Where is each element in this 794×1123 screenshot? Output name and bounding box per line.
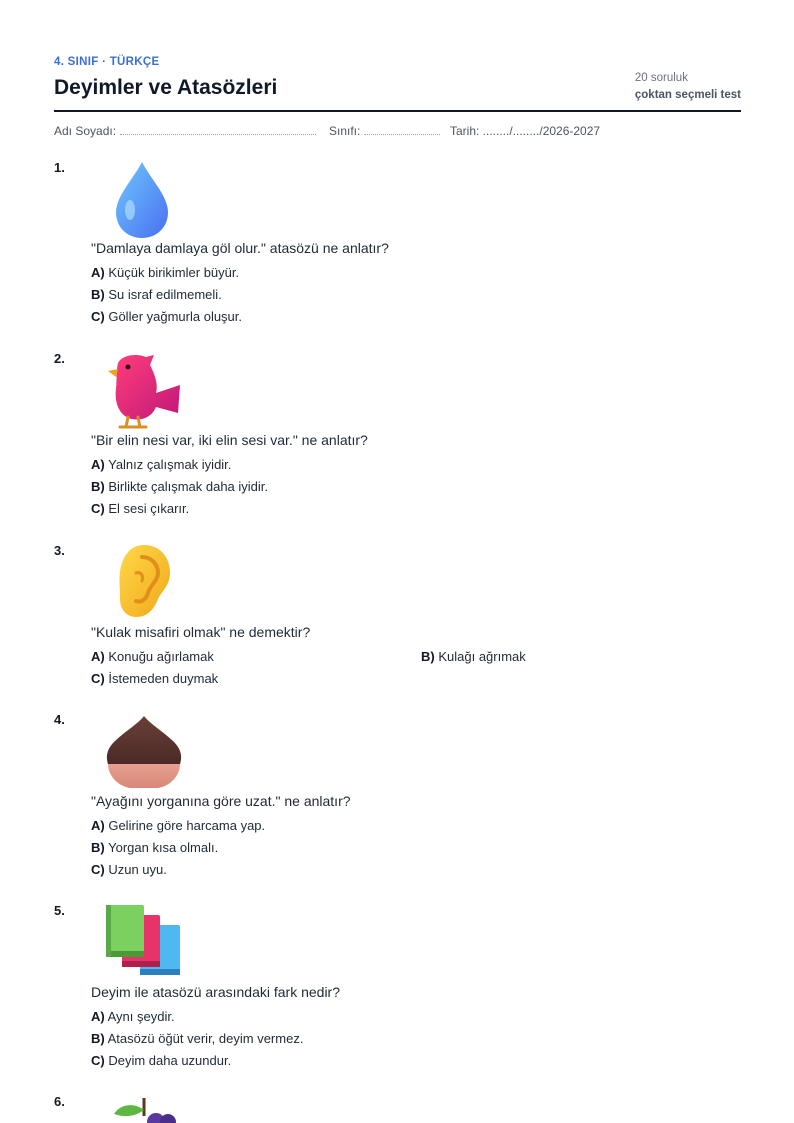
- option-c[interactable]: [91, 862, 167, 877]
- option-letter: A): [91, 649, 105, 664]
- option-letter: B): [91, 1031, 105, 1046]
- option-letter: A): [91, 818, 105, 833]
- question-number: 5.: [54, 903, 65, 918]
- question-number: 3.: [54, 543, 65, 558]
- date-field[interactable]: [450, 124, 600, 138]
- water-drop-icon: [104, 160, 184, 232]
- question-number: 6.: [54, 1094, 65, 1109]
- option-c[interactable]: [91, 309, 242, 324]
- option-a[interactable]: [91, 818, 265, 833]
- option-text: Yalnız çalışmak iyidir.: [108, 457, 232, 472]
- class-field[interactable]: [329, 124, 440, 138]
- option-letter: C): [91, 309, 105, 324]
- option-letter: B): [91, 479, 105, 494]
- option-letter: A): [91, 265, 105, 280]
- option-b[interactable]: [91, 479, 268, 494]
- option-text: Atasözü öğüt verir, deyim vermez.: [107, 1031, 304, 1046]
- date-label: Tarih: ......../......../2026-2027: [450, 124, 601, 138]
- option-letter: C): [91, 671, 105, 686]
- option-text: Küçük birikimler büyür.: [108, 265, 240, 280]
- option-text: Birlikte çalışmak daha iyidir.: [108, 479, 269, 494]
- option-text: Kulağı ağrımak: [438, 649, 526, 664]
- option-text: El sesi çıkarır.: [108, 501, 190, 516]
- option-letter: A): [91, 1009, 105, 1024]
- option-text: Yorgan kısa olmalı.: [108, 840, 219, 855]
- option-c[interactable]: [91, 671, 218, 686]
- option-b[interactable]: [91, 840, 218, 855]
- option-a[interactable]: [91, 457, 231, 472]
- page-title: Deyimler ve Atasözleri: [54, 76, 278, 99]
- header-divider: [54, 110, 741, 112]
- option-letter: A): [91, 457, 105, 472]
- option-text: İstemeden duymak: [108, 671, 219, 686]
- name-blank[interactable]: [120, 124, 316, 135]
- option-b[interactable]: [91, 287, 222, 302]
- option-text: Uzun uyu.: [108, 862, 167, 877]
- question-text: Deyim ile atasözü arasındaki fark nedir?: [91, 984, 341, 1000]
- question-text: "Kulak misafiri olmak" ne demektir?: [91, 624, 311, 640]
- chestnut-icon: [104, 712, 184, 784]
- class-blank[interactable]: [364, 124, 440, 135]
- question-number: 2.: [54, 351, 65, 366]
- option-a[interactable]: [91, 265, 239, 280]
- option-letter: C): [91, 501, 105, 516]
- option-text: Aynı şeydir.: [107, 1009, 175, 1024]
- option-letter: B): [91, 287, 105, 302]
- name-field[interactable]: [54, 124, 316, 138]
- option-letter: B): [421, 649, 435, 664]
- option-text: Gelirine göre harcama yap.: [108, 818, 266, 833]
- question-text: "Damlaya damlaya göl olur." atasözü ne anlatır?: [91, 240, 389, 256]
- ear-icon: [114, 543, 194, 615]
- option-c[interactable]: [91, 1053, 231, 1068]
- option-text: Konuğu ağırlamak: [108, 649, 214, 664]
- option-b[interactable]: [91, 1031, 303, 1046]
- option-letter: C): [91, 862, 105, 877]
- question-number: 1.: [54, 160, 65, 175]
- test-meta: [635, 72, 741, 101]
- books-icon: [104, 903, 184, 975]
- option-text: Deyim daha uzundur.: [108, 1053, 232, 1068]
- grapes-icon: [104, 1094, 184, 1123]
- grade-subject-label: 4. SINIF · TÜRKÇE: [54, 56, 160, 68]
- question-text: "Bir elin nesi var, iki elin sesi var." ne anlatır?: [91, 432, 368, 448]
- option-b[interactable]: [421, 649, 526, 664]
- question-count: 20 soruluk: [634, 72, 688, 84]
- bird-icon: [104, 351, 184, 423]
- option-a[interactable]: [91, 649, 214, 664]
- option-a[interactable]: [91, 1009, 175, 1024]
- question-number: 4.: [54, 712, 65, 727]
- option-text: Su israf edilmemeli.: [108, 287, 222, 302]
- option-text: Göller yağmurla oluşur.: [108, 309, 243, 324]
- option-c[interactable]: [91, 501, 189, 516]
- option-letter: C): [91, 1053, 105, 1068]
- question-text: "Ayağını yorganına göre uzat." ne anlatır?: [91, 793, 351, 809]
- test-type: çoktan seçmeli test: [634, 89, 741, 101]
- class-label: Sınıfı:: [329, 124, 361, 138]
- name-label: Adı Soyadı:: [54, 124, 117, 138]
- option-letter: B): [91, 840, 105, 855]
